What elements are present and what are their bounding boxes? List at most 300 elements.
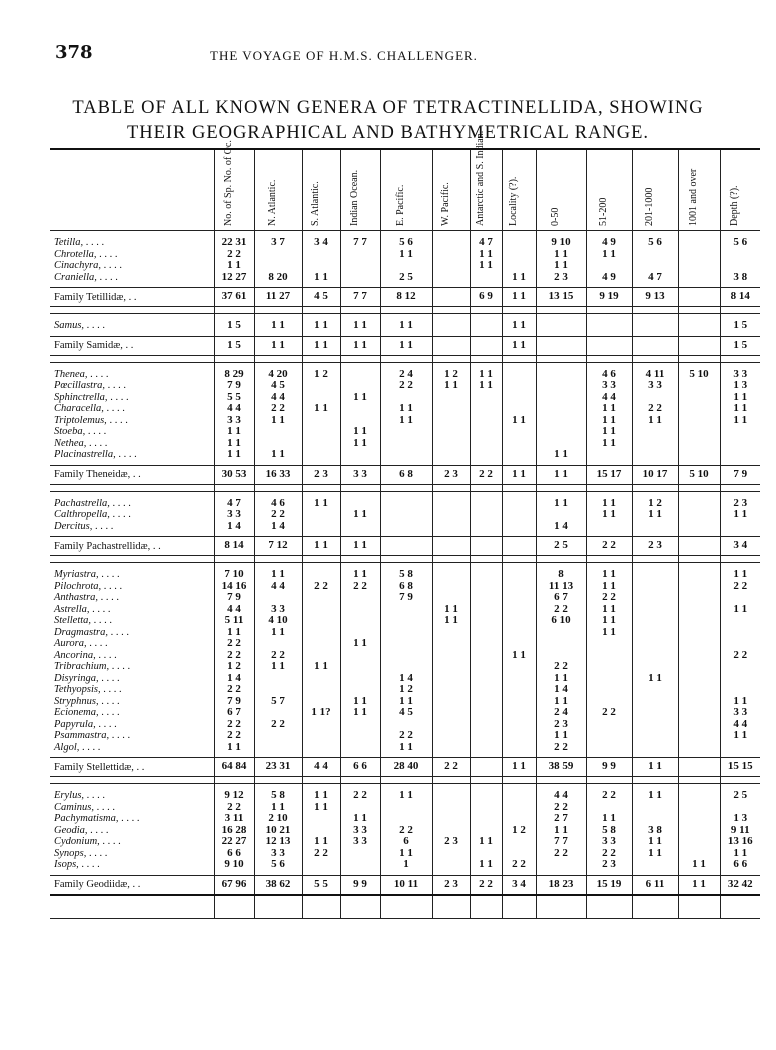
leader-dots: . . . . bbox=[109, 661, 131, 672]
leader-dots: . . . . bbox=[99, 836, 121, 847]
value-cell: 4 6 bbox=[271, 496, 285, 509]
value-cell: 1 1 bbox=[479, 367, 493, 380]
genus-name bbox=[50, 661, 214, 673]
value-cell bbox=[303, 813, 340, 825]
value-cell: 1 1 bbox=[353, 319, 367, 331]
value-cell: 7 9 bbox=[227, 694, 241, 707]
value-cell bbox=[433, 742, 470, 754]
genus-label: Tetilla, bbox=[54, 237, 84, 248]
value-column bbox=[586, 784, 632, 876]
value-cell: 1 1 bbox=[733, 694, 748, 707]
value-cell: 1 1 bbox=[733, 508, 748, 520]
value-cell: 5 10 bbox=[678, 465, 720, 484]
value-cell: 4 4 bbox=[554, 789, 568, 801]
leader-dots: . . . . bbox=[105, 380, 127, 391]
value-column bbox=[632, 231, 678, 288]
value-cell bbox=[433, 237, 470, 249]
genus-label: Pœcillastra, bbox=[54, 380, 106, 391]
value-cell: 2 3 bbox=[733, 496, 748, 509]
value-cell bbox=[471, 320, 502, 332]
value-cell: 1 4 bbox=[399, 671, 413, 684]
genus-name bbox=[50, 730, 214, 742]
value-cell: 1 1 bbox=[648, 846, 662, 859]
value-cell: 3 11 bbox=[224, 812, 244, 824]
value-column bbox=[380, 563, 432, 758]
value-cell: 1 1 bbox=[733, 402, 748, 414]
column-header bbox=[432, 149, 470, 231]
value-cell: 1 1 bbox=[314, 496, 328, 509]
value-cell: 9 10 bbox=[551, 236, 571, 248]
value-cell: 1 1 bbox=[554, 694, 568, 707]
value-cell bbox=[721, 661, 761, 673]
value-cell: 2 2 bbox=[399, 729, 413, 741]
value-cell bbox=[721, 684, 761, 696]
genus-name bbox=[50, 449, 214, 461]
value-cell bbox=[471, 403, 502, 415]
genus-label: Sphinctrella, bbox=[54, 391, 108, 403]
value-cell bbox=[633, 707, 678, 719]
value-column bbox=[214, 563, 254, 758]
leader-dots: . . bbox=[122, 340, 134, 351]
value-cell: 5 8 bbox=[399, 568, 413, 580]
value-cell: 1 1 bbox=[479, 247, 493, 260]
value-cell bbox=[381, 615, 432, 627]
value-cell: 4 4 bbox=[602, 390, 616, 403]
value-cell: 2 2 bbox=[227, 247, 241, 260]
value-cell: 8 14 bbox=[214, 537, 254, 556]
value-cell: 1 1 bbox=[227, 625, 241, 638]
value-cell: 1 1 bbox=[314, 835, 328, 847]
value-cell: 2 2 bbox=[554, 660, 568, 672]
page-number: 378 bbox=[55, 42, 93, 63]
value-cell: 2 2 bbox=[602, 706, 616, 718]
value-column bbox=[720, 231, 760, 288]
value-column bbox=[302, 231, 340, 288]
genus-label: Chrotella, bbox=[54, 248, 97, 260]
value-cell: 1 1 bbox=[227, 448, 241, 460]
leader-dots: . . bbox=[133, 761, 145, 773]
value-cell: 4 5 bbox=[399, 706, 413, 718]
value-cell bbox=[587, 521, 632, 533]
value-cell: 1 4 bbox=[271, 519, 285, 532]
value-cell: 1 1 bbox=[602, 625, 616, 638]
value-cell bbox=[433, 813, 470, 825]
value-cell: 4 9 bbox=[602, 236, 616, 248]
value-column bbox=[502, 784, 536, 876]
value-cell: 7 7 bbox=[554, 835, 568, 847]
genus-label: Calthropella, bbox=[54, 509, 110, 520]
leader-dots: . . . . bbox=[98, 569, 120, 580]
value-cell bbox=[503, 813, 536, 825]
genus-name bbox=[50, 272, 214, 284]
value-column bbox=[214, 231, 254, 288]
genus-label: Erylus, bbox=[54, 790, 85, 801]
value-cell bbox=[470, 336, 502, 355]
leader-dots: . . . . bbox=[98, 695, 120, 707]
value-cell bbox=[679, 521, 720, 533]
family-total-row bbox=[50, 875, 760, 895]
value-cell: 1 1 bbox=[227, 740, 241, 753]
value-cell: 1 1 bbox=[554, 448, 568, 460]
value-cell bbox=[679, 260, 720, 272]
leader-dots: . . . . bbox=[96, 271, 118, 283]
value-cell bbox=[633, 859, 678, 871]
value-cell: 1 1 bbox=[444, 379, 458, 391]
value-column bbox=[632, 362, 678, 465]
value-cell bbox=[679, 730, 720, 742]
value-cell bbox=[255, 730, 302, 742]
value-cell bbox=[303, 426, 340, 438]
value-cell: 5 5 bbox=[302, 875, 340, 895]
value-cell: 1 1 bbox=[733, 846, 748, 859]
genus-label: Stryphnus, bbox=[54, 695, 99, 707]
value-cell: 28 40 bbox=[380, 758, 432, 777]
value-cell: 1 1 bbox=[353, 568, 367, 580]
value-cell: 18 23 bbox=[536, 875, 586, 895]
value-cell bbox=[679, 380, 720, 392]
leader-dots: . . bbox=[129, 879, 141, 890]
genus-label: Cinachyra, bbox=[54, 260, 101, 271]
value-column bbox=[502, 231, 536, 288]
value-cell: 1 1 bbox=[502, 465, 536, 484]
value-cell bbox=[587, 730, 632, 742]
value-cell: 9 10 bbox=[224, 858, 244, 870]
value-cell bbox=[679, 320, 720, 332]
value-cell: 3 3 bbox=[271, 846, 285, 859]
genus-label: Synops, bbox=[54, 847, 87, 859]
value-cell bbox=[633, 260, 678, 272]
value-cell: 22 31 bbox=[221, 236, 247, 248]
value-cell: 15 19 bbox=[586, 875, 632, 895]
value-cell: 8 bbox=[558, 568, 564, 580]
value-cell: 1 1 bbox=[399, 402, 413, 414]
value-cell: 2 3 bbox=[554, 717, 568, 730]
column-header bbox=[302, 149, 340, 231]
value-cell bbox=[303, 742, 340, 754]
value-cell: 1 1 bbox=[227, 425, 241, 437]
value-cell bbox=[503, 592, 536, 604]
value-cell bbox=[303, 615, 340, 627]
genus-name bbox=[50, 836, 214, 848]
column-header bbox=[678, 149, 720, 231]
value-cell: 4 4 bbox=[302, 758, 340, 777]
value-cell: 1 1 bbox=[444, 614, 458, 626]
value-cell: 10 21 bbox=[265, 823, 291, 836]
column-header-label: Locality (?). bbox=[508, 176, 519, 226]
family-label: Family Geodiidæ, bbox=[54, 879, 130, 890]
value-cell: 1 1 bbox=[678, 875, 720, 895]
value-column bbox=[432, 231, 470, 288]
value-cell: 10 11 bbox=[380, 875, 432, 895]
genus-name bbox=[50, 638, 214, 650]
value-cell bbox=[255, 638, 302, 650]
value-cell bbox=[503, 569, 536, 581]
value-cell: 1 4 bbox=[554, 519, 568, 532]
value-cell: 1 1 bbox=[271, 660, 285, 672]
value-cell bbox=[679, 449, 720, 461]
value-cell: 1 2 bbox=[512, 823, 526, 836]
value-cell: 8 12 bbox=[380, 288, 432, 307]
value-cell bbox=[255, 707, 302, 719]
leader-dots: . . . . bbox=[109, 730, 131, 741]
value-cell: 1 1 bbox=[302, 336, 340, 355]
column-header-label: Antarctic and S. Indian. bbox=[475, 130, 486, 226]
value-cell bbox=[537, 426, 586, 438]
leader-dots: . . . . bbox=[118, 813, 140, 824]
leader-dots: . . . . bbox=[86, 847, 108, 859]
value-cell: 2 4 bbox=[399, 367, 413, 380]
value-cell: 1 2 bbox=[444, 367, 458, 380]
value-cell bbox=[255, 260, 302, 272]
value-cell bbox=[721, 449, 761, 461]
value-cell: 1 1 bbox=[227, 436, 241, 449]
value-cell bbox=[433, 730, 470, 742]
value-column bbox=[254, 563, 302, 758]
value-cell: 1 1 bbox=[479, 259, 493, 271]
leader-dots: . . . . bbox=[86, 437, 108, 449]
genus-label: Tethyopsis, bbox=[54, 684, 101, 695]
value-cell: 9 19 bbox=[586, 288, 632, 307]
value-cell bbox=[255, 684, 302, 696]
genus-name bbox=[50, 569, 214, 581]
value-cell bbox=[471, 813, 502, 825]
value-cell: 1 1 bbox=[554, 823, 568, 836]
value-column bbox=[302, 314, 340, 337]
value-cell: 6 10 bbox=[551, 614, 571, 626]
genus-name bbox=[50, 438, 214, 450]
value-cell: 3 3 bbox=[602, 379, 616, 391]
group-gap bbox=[50, 484, 760, 491]
value-cell bbox=[255, 592, 302, 604]
leader-dots: . . . . bbox=[107, 391, 129, 403]
column-header-label: W. Pacific. bbox=[440, 182, 451, 226]
column-header bbox=[254, 149, 302, 231]
value-cell: 1 1 bbox=[602, 812, 616, 824]
value-cell bbox=[470, 537, 502, 556]
value-cell: 16 33 bbox=[254, 465, 302, 484]
value-cell: 7 9 bbox=[399, 591, 413, 603]
genus-block bbox=[50, 314, 760, 337]
value-cell: 4 7 bbox=[479, 236, 493, 248]
column-header bbox=[340, 149, 380, 231]
value-cell bbox=[721, 638, 761, 650]
value-cell: 1 1 bbox=[733, 413, 748, 426]
page-header bbox=[0, 42, 776, 66]
genus-label: Thenea, bbox=[54, 368, 88, 380]
genus-label: Astrella, bbox=[54, 603, 90, 615]
value-cell bbox=[587, 684, 632, 696]
value-cell bbox=[471, 569, 502, 581]
value-cell: 1 1 bbox=[512, 319, 526, 331]
genus-name bbox=[50, 825, 214, 837]
leader-dots: . . . . bbox=[106, 414, 128, 426]
value-cell: 2 3 bbox=[432, 875, 470, 895]
value-cell: 1 1 bbox=[512, 413, 526, 426]
value-cell: 1 1 bbox=[444, 602, 458, 615]
value-cell: 1 1 bbox=[733, 568, 748, 580]
value-cell bbox=[679, 742, 720, 754]
value-cell: 6 8 bbox=[380, 465, 432, 484]
value-cell: 4 4 bbox=[227, 602, 241, 615]
value-cell: 2 5 bbox=[399, 270, 413, 283]
value-cell: 1 3 bbox=[733, 379, 748, 391]
genus-block bbox=[50, 231, 760, 288]
value-column bbox=[340, 491, 380, 537]
value-cell bbox=[341, 859, 380, 871]
value-cell bbox=[433, 509, 470, 521]
value-cell bbox=[471, 592, 502, 604]
column-header-label: 51-200 bbox=[598, 197, 609, 226]
value-cell: 2 2 bbox=[399, 379, 413, 391]
value-cell bbox=[503, 684, 536, 696]
value-cell: 9 13 bbox=[632, 288, 678, 307]
genus-label: Papyrula, bbox=[54, 718, 96, 730]
value-cell bbox=[381, 638, 432, 650]
value-column bbox=[536, 362, 586, 465]
value-column bbox=[302, 784, 340, 876]
value-cell bbox=[471, 272, 502, 284]
value-cell bbox=[587, 260, 632, 272]
genus-label: Caminus, bbox=[54, 801, 94, 813]
value-cell bbox=[303, 592, 340, 604]
value-column bbox=[340, 314, 380, 337]
value-column bbox=[214, 314, 254, 337]
value-cell: 9 9 bbox=[586, 758, 632, 777]
value-cell: 3 3 bbox=[227, 508, 241, 520]
value-cell bbox=[633, 730, 678, 742]
value-column bbox=[470, 314, 502, 337]
value-cell: 6 bbox=[403, 835, 409, 847]
value-cell: 3 4 bbox=[502, 875, 536, 895]
column-header-label: Depth (?). bbox=[729, 185, 741, 226]
genus-label: Triptolemus, bbox=[54, 414, 107, 426]
column-header-label: E. Pacific. bbox=[395, 184, 406, 226]
value-cell: 1 1 bbox=[399, 247, 413, 260]
genus-name bbox=[50, 392, 214, 404]
value-cell bbox=[471, 638, 502, 650]
leader-dots: . . bbox=[150, 540, 161, 552]
value-cell: 5 6 bbox=[733, 236, 748, 248]
value-cell: 1 1 bbox=[554, 671, 568, 684]
value-cell: 1 1 bbox=[399, 846, 413, 859]
value-cell bbox=[679, 684, 720, 696]
value-cell: 4 7 bbox=[648, 270, 662, 283]
value-cell: 1 1 bbox=[602, 496, 616, 509]
value-cell: 3 4 bbox=[720, 537, 760, 556]
value-cell: 2 5 bbox=[733, 789, 748, 801]
value-cell bbox=[341, 403, 380, 415]
value-cell: 2 2 bbox=[227, 729, 241, 741]
value-cell bbox=[503, 790, 536, 802]
column-header-label: S. Atlantic. bbox=[310, 181, 321, 226]
value-cell: 5 5 bbox=[227, 390, 241, 403]
genus-label: Ancorina, bbox=[54, 649, 96, 661]
value-cell: 1 1 bbox=[648, 671, 662, 684]
value-column bbox=[586, 563, 632, 758]
value-cell: 3 3 bbox=[353, 835, 367, 847]
value-column bbox=[470, 784, 502, 876]
value-cell: 1 1 bbox=[353, 390, 367, 403]
value-cell bbox=[679, 638, 720, 650]
leader-dots: . . . . bbox=[103, 403, 125, 414]
value-column bbox=[536, 231, 586, 288]
value-column bbox=[380, 314, 432, 337]
family-label: Family Theneidæ, bbox=[54, 469, 131, 480]
value-cell bbox=[633, 615, 678, 627]
value-cell bbox=[255, 742, 302, 754]
genus-label: Ecionema, bbox=[54, 707, 99, 718]
value-cell: 4 6 bbox=[602, 367, 616, 380]
value-column bbox=[432, 491, 470, 537]
value-cell: 1 1 bbox=[733, 602, 748, 615]
leader-dots: . . . . bbox=[83, 237, 105, 248]
value-cell bbox=[471, 684, 502, 696]
leader-dots: . . . . bbox=[85, 426, 107, 437]
genus-name bbox=[50, 380, 214, 392]
column-header bbox=[470, 130, 502, 231]
genus-name bbox=[50, 673, 214, 685]
value-cell: 1 1 bbox=[353, 637, 367, 649]
value-cell: 1 1 bbox=[314, 270, 328, 283]
value-cell bbox=[471, 449, 502, 461]
family-total-row bbox=[50, 537, 760, 556]
value-cell: 1 1 bbox=[340, 537, 380, 556]
value-cell: 1 1 bbox=[302, 537, 340, 556]
value-cell: 1 1 bbox=[602, 579, 616, 592]
leader-dots: . . . . bbox=[84, 320, 106, 331]
value-cell: 1 1 bbox=[512, 648, 526, 661]
value-column bbox=[720, 314, 760, 337]
value-cell: 5 11 bbox=[224, 614, 244, 626]
value-cell: 2 2 bbox=[586, 537, 632, 556]
genus-name bbox=[50, 260, 214, 272]
value-cell bbox=[341, 661, 380, 673]
value-cell bbox=[503, 521, 536, 533]
value-cell bbox=[433, 790, 470, 802]
value-cell: 1 1 bbox=[648, 508, 662, 520]
genus-name bbox=[50, 521, 214, 533]
value-cell bbox=[381, 509, 432, 521]
table-footer-rule bbox=[50, 895, 760, 919]
value-cell bbox=[678, 288, 720, 307]
value-cell bbox=[381, 521, 432, 533]
value-cell: 1 1 bbox=[399, 319, 413, 331]
value-column bbox=[632, 314, 678, 337]
value-cell bbox=[471, 742, 502, 754]
value-cell: 4 20 bbox=[268, 367, 288, 380]
value-cell bbox=[679, 790, 720, 802]
value-cell bbox=[303, 569, 340, 581]
value-cell: 2 5 bbox=[536, 537, 586, 556]
value-cell: 7 10 bbox=[224, 568, 244, 580]
value-cell: 5 6 bbox=[399, 236, 413, 248]
column-header bbox=[586, 149, 632, 231]
value-cell: 2 3 bbox=[432, 465, 470, 484]
value-cell: 6 6 bbox=[227, 846, 241, 859]
value-cell: 1 1 bbox=[271, 319, 285, 331]
value-cell bbox=[341, 260, 380, 272]
value-cell: 15 15 bbox=[720, 758, 760, 777]
value-cell bbox=[381, 661, 432, 673]
value-cell: 4 4 bbox=[733, 717, 748, 730]
value-cell bbox=[633, 742, 678, 754]
value-cell: 2 2 bbox=[602, 789, 616, 801]
value-cell: 5 10 bbox=[689, 367, 709, 380]
genus-label: Isops, bbox=[54, 859, 79, 870]
genus-label: Aurora, bbox=[54, 638, 87, 649]
value-cell: 3 4 bbox=[314, 236, 328, 248]
value-cell: 2 2 bbox=[353, 579, 367, 592]
